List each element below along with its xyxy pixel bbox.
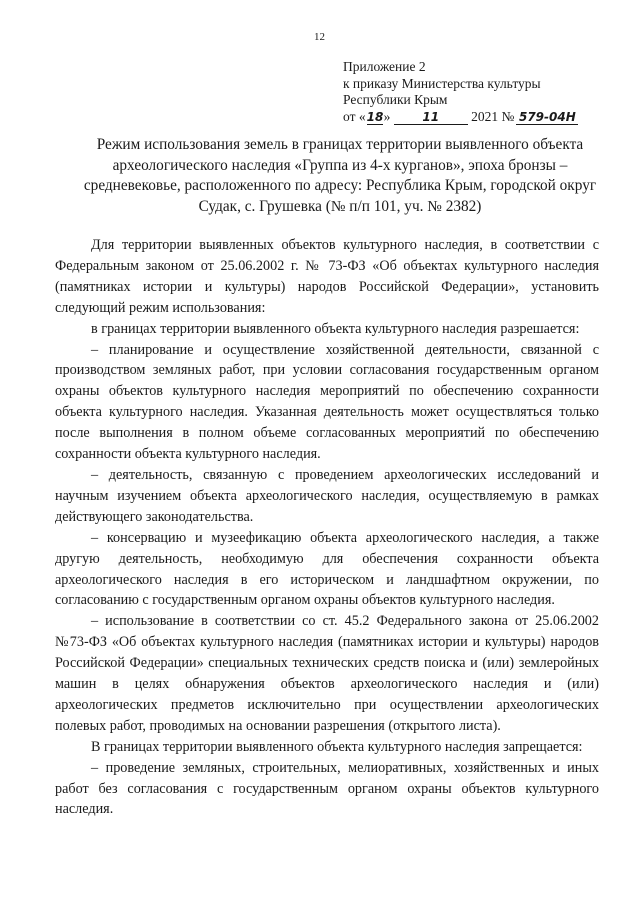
date-prefix: от « [343, 108, 366, 124]
body-paragraph: В границах территории выявленного объекта культурного наследия запрещается: [91, 738, 583, 755]
body-paragraph: – деятельность, связанную с проведением археологических исследований и научным изучением объекта археологического наследия, осуществляемую в рамках действующего законодательства. [55, 466, 599, 525]
appendix-header [343, 59, 578, 125]
date-mid: » [383, 108, 391, 124]
document-body [55, 235, 599, 820]
appendix-date-line [343, 109, 578, 126]
appendix-ministry: Республики Крым [343, 92, 448, 107]
document-title [40, 135, 639, 217]
title-line: Судак, с. Грушевка (№ п/п 101, уч. № 2382) [198, 197, 482, 215]
appendix-order-ref: к приказу Министерства культуры [343, 75, 541, 91]
body-paragraph: в границах территории выявленного объекта культурного наследия разрешается: [91, 320, 580, 337]
handwritten-day: 18 [366, 109, 384, 124]
title-line: археологического наследия «Группа из 4-х курганов», эпоха бронзы – [112, 156, 568, 174]
handwritten-order-number: 579-04Н [516, 111, 578, 125]
title-line: Режим использования земель в границах территории выявленного объекта [96, 136, 584, 153]
body-paragraph: Для территории выявленных объектов культурного наследия, в соответствии с Федеральным законом от 25.06.2002 г. № 73-ФЗ «Об объектах культурного наследия (памятниках истории и культуры) народов Российской Федерации», установить следующий режим использования: [55, 237, 599, 316]
page-number: 12 [314, 31, 325, 43]
handwritten-month: 11 [394, 111, 468, 125]
body-paragraph: – использование в соответствии со ст. 45.2 Федерального закона от 25.06.2002 №73-ФЗ «Об объектах культурного наследия (памятниках истории и культуры) народов Российской Федерации» специальных технических средств поиска и (или) землеройных машин в целях обнаружения объектов археологического наследия и (или) археологических предметов исключительно при осуществлении археологических полевых работ, проводимых на основании разрешения (открытого листа). [55, 613, 599, 734]
body-paragraph: – проведение земляных, строительных, мелиоративных, хозяйственных и иных работ без согласования с государственным органом охраны объектов культурного наследия. [55, 759, 599, 818]
body-paragraph: – планирование и осуществление хозяйственной деятельности, связанной с производством земляных работ, при условии согласования государственным органом охраны объектов культурного наследия мероприятий по обеспечению сохранности объекта культурного наследия. Указанная деятельность может осуществляться только после выполнения в полном объеме согласованных мероприятий по обеспечению сохранности объекта культурного наследия. [55, 341, 599, 463]
year-text: 2021 № [471, 108, 515, 124]
body-paragraph: – консервацию и музеефикацию объекта археологического наследия, а также другую деятельность, необходимую для обеспечения сохранности объекта археологического наследия в его историческом и ландшафтном окружении, по согласованию с государственным органом охраны объектов культурного наследия. [55, 529, 599, 609]
title-line: средневековье, расположенного по адресу: Республика Крым, городской округ [83, 177, 597, 194]
appendix-label: Приложение 2 [343, 59, 426, 74]
